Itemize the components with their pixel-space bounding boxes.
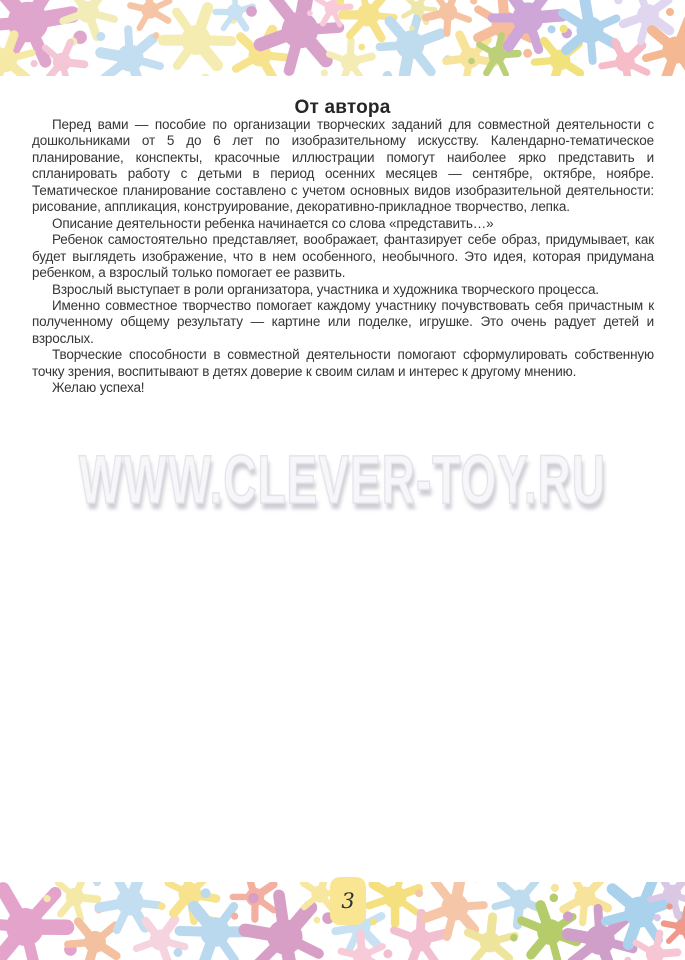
paragraph: Творческие способности в совместной деятельности помогают сформулировать собственную точку зрения, воспитывают в детях доверие к своим силам и интерес к другому мнению.	[32, 347, 654, 379]
paragraph: Ребенок самостоятельно представляет, воображает, фантазирует себе образ, придумывает, как будет выглядеть изображение, что в нем особенного, необычного. Это идея, которая придумана ребенком, а взрослый только помогает ее развить.	[32, 232, 654, 281]
paragraph: Именно совместное творчество помогает каждому участнику почувствовать себя причастным к полученному общему результату — картине или поделке, игрушке. Это очень радует детей и взрослых.	[32, 297, 654, 346]
splat-border-top	[0, 0, 685, 76]
paragraph: Перед вами — пособие по организации творческих заданий для совместной деятельности с дошкольниками от 5 до 6 лет по изобразительному искусству. Календарно-тематическое планирование, конспекты, красочные иллюстрации помогут наиболее ярко представить и спланировать работу с детьми в период осенних месяцев — сентябре, октябре, ноябре. Тематическое планирование составлено с учетом основных видов изобразительной деятельности: рисование, аппликация, конструирование, декоративно-прикладное творчество, лепка.	[32, 117, 654, 215]
page-title: От автора	[294, 96, 391, 118]
watermark-text: WWW.CLEVER-TOY.RU	[78, 440, 607, 518]
paragraph: Взрослый выступает в роли организатора, участника и художника творческого процесса.	[52, 281, 599, 297]
paragraph: Описание деятельности ребенка начинается со слова «представить…»	[52, 215, 494, 231]
paragraph: Желаю успеха!	[52, 380, 145, 396]
body-text	[32, 117, 654, 397]
page-number: 3	[341, 889, 355, 913]
page-number-tab	[330, 877, 366, 925]
